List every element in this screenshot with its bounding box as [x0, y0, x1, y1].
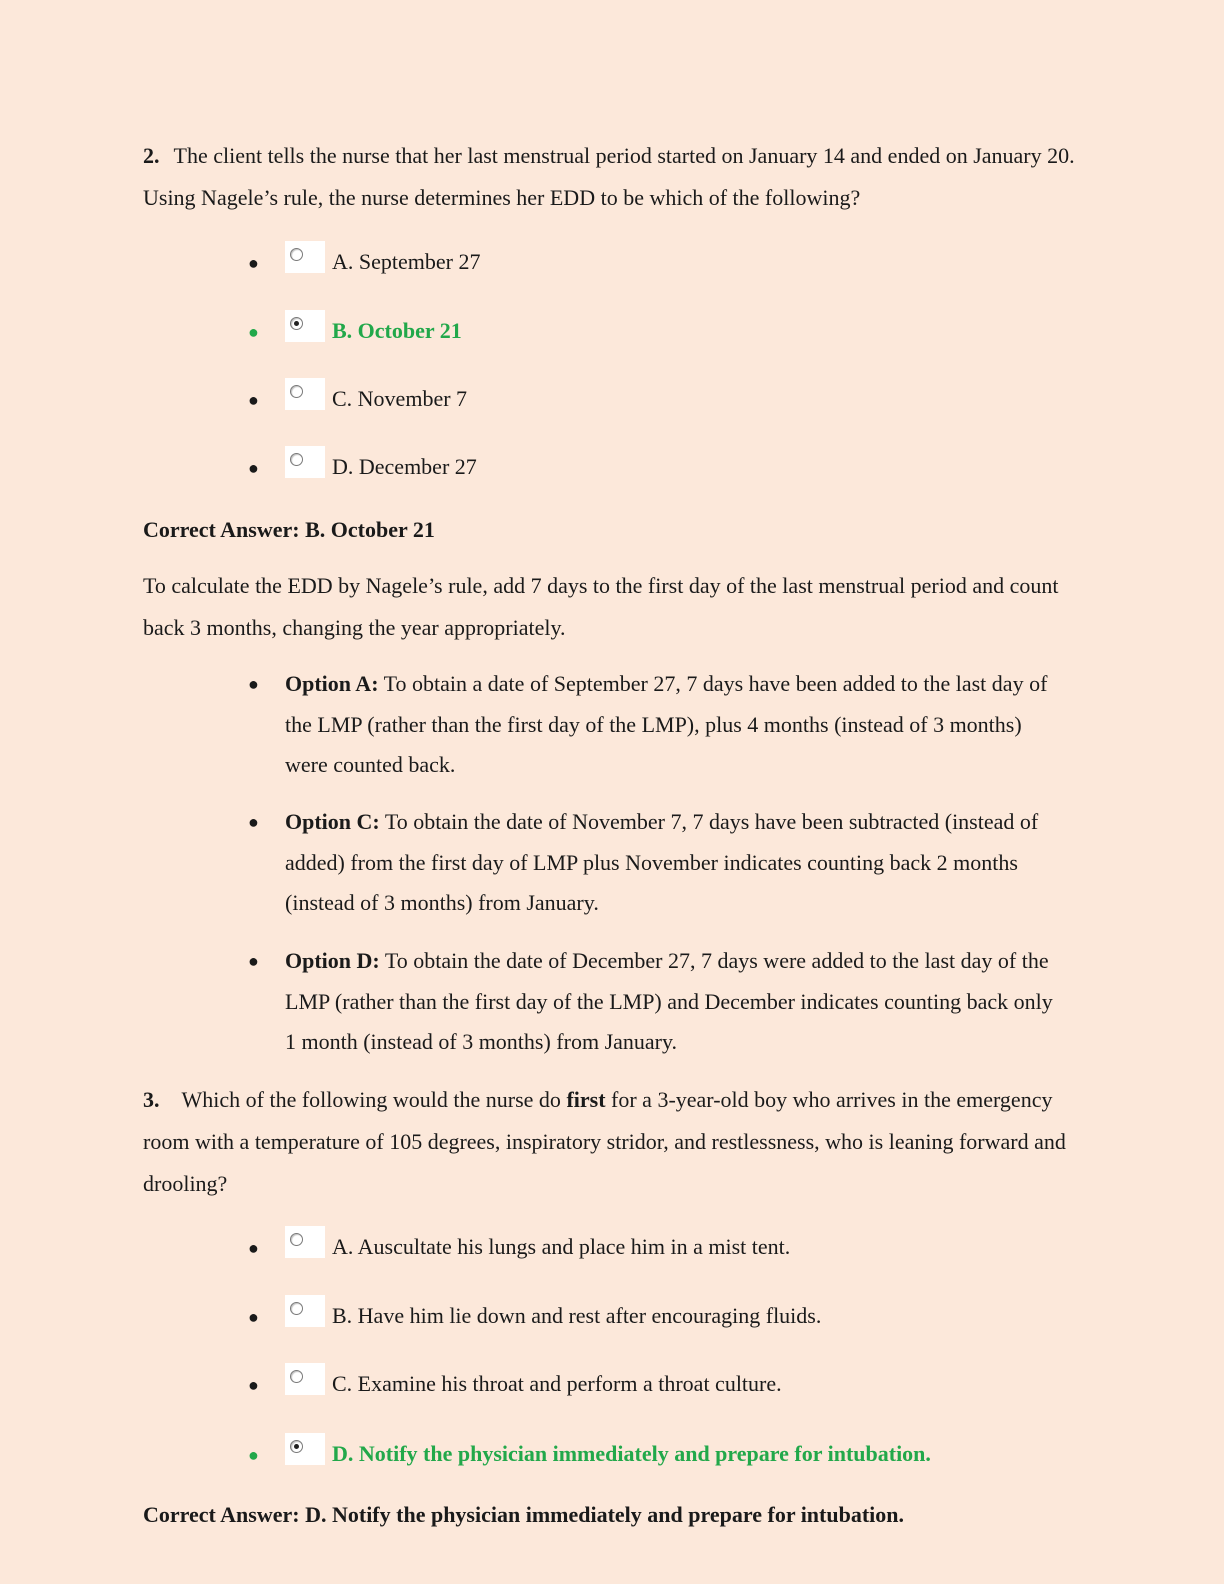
- radio-button[interactable]: [290, 248, 303, 261]
- correct-answer-label: Correct Answer:: [143, 1502, 300, 1527]
- explanation-text: To obtain the date of December 27, 7 days were added to the last day of the LMP (rather than the first day of the LMP) and December indicates counting back only 1 month (instead of 3 months) from January.: [285, 948, 1053, 1054]
- q2-explanation-d: [248, 941, 1068, 1063]
- q2-correct-answer: [143, 509, 1083, 551]
- q2-option-c[interactable]: [248, 378, 1148, 414]
- bullet-icon: ●: [248, 951, 259, 971]
- question-number: 3.: [143, 1087, 160, 1112]
- option-label: B. Have him lie down and rest after encouraging fluids.: [332, 1303, 822, 1328]
- question-text-start: Which of the following would the nurse do: [181, 1087, 561, 1112]
- correct-answer-value: D. Notify the physician immediately and prepare for intubation.: [305, 1502, 905, 1527]
- q3-option-a[interactable]: [248, 1226, 1148, 1262]
- q2-option-d[interactable]: [248, 446, 1148, 482]
- q2-option-a[interactable]: [248, 241, 1148, 277]
- radio-button[interactable]: [290, 453, 303, 466]
- bullet-icon: ●: [248, 458, 259, 478]
- explanation-text: To obtain the date of November 7, 7 days have been subtracted (instead of added) from the first day of LMP plus November indicates counting back 2 months (instead of 3 months) from January.: [285, 809, 1039, 915]
- question-2: [143, 135, 1083, 219]
- radio-container[interactable]: [285, 1226, 325, 1258]
- radio-button[interactable]: [290, 385, 303, 398]
- q3-option-b[interactable]: [248, 1295, 1148, 1331]
- q3-option-c[interactable]: [248, 1363, 1148, 1399]
- option-label: C. Examine his throat and perform a throat culture.: [332, 1371, 782, 1396]
- radio-button[interactable]: [290, 1370, 303, 1383]
- bullet-icon: ●: [248, 390, 259, 410]
- q2-explanation-c: [248, 802, 1068, 924]
- bullet-icon: ●: [248, 812, 259, 832]
- q2-explanation-a: [248, 664, 1068, 786]
- q2-rationale: To calculate the EDD by Nagele’s rule, add 7 days to the first day of the last menstrual period and count back 3 months, changing the year appropriately.: [143, 573, 1059, 640]
- question-emphasis: first: [566, 1087, 606, 1112]
- radio-container[interactable]: [285, 241, 325, 273]
- bullet-icon: ●: [248, 1375, 259, 1395]
- question-text-end: for a 3-year-old boy who arrives in the emergency room with a temperature of 105 degrees, inspiratory stridor, and restlessness, who is leaning forward and drooling?: [143, 1087, 1066, 1196]
- option-label: A. Auscultate his lungs and place him in a mist tent.: [332, 1234, 791, 1259]
- option-label: A. September 27: [332, 249, 481, 274]
- q3-option-d[interactable]: [248, 1433, 1148, 1469]
- radio-container[interactable]: [285, 1433, 325, 1465]
- radio-button-selected[interactable]: [290, 1440, 303, 1453]
- radio-container[interactable]: [285, 446, 325, 478]
- option-label: D. Notify the physician immediately and prepare for intubation.: [332, 1441, 931, 1466]
- q2-option-b[interactable]: [248, 310, 1148, 346]
- bullet-icon: ●: [248, 1238, 259, 1258]
- bullet-icon: ●: [248, 253, 259, 273]
- radio-button[interactable]: [290, 1302, 303, 1315]
- option-label: B. October 21: [332, 318, 462, 343]
- radio-container[interactable]: [285, 1363, 325, 1395]
- option-label: D. December 27: [332, 454, 477, 479]
- bullet-icon: ●: [248, 1307, 259, 1327]
- radio-container[interactable]: [285, 310, 325, 342]
- bullet-icon: ●: [248, 1445, 259, 1465]
- bullet-icon: ●: [248, 674, 259, 694]
- radio-button[interactable]: [290, 1233, 303, 1246]
- correct-answer-value: B. October 21: [305, 517, 435, 542]
- radio-container[interactable]: [285, 1295, 325, 1327]
- explanation-text: To obtain a date of September 27, 7 days have been added to the last day of the LMP (rather than the first day of the LMP), plus 4 months (instead of 3 months) were counted back.: [285, 671, 1048, 777]
- explanation-head: Option D:: [285, 948, 380, 973]
- question-3: [143, 1079, 1083, 1205]
- radio-container[interactable]: [285, 378, 325, 410]
- question-text: The client tells the nurse that her last menstrual period started on January 14 and ended on January 20. Using Nagele’s rule, the nurse determines her EDD to be which of the following?: [143, 143, 1075, 210]
- explanation-head: Option A:: [285, 671, 379, 696]
- bullet-icon: ●: [248, 322, 259, 342]
- radio-button-selected[interactable]: [290, 317, 303, 330]
- correct-answer-label: Correct Answer:: [143, 517, 300, 542]
- q3-correct-answer: [143, 1494, 1083, 1536]
- option-label: C. November 7: [332, 386, 468, 411]
- question-number: 2.: [143, 143, 160, 168]
- explanation-head: Option C:: [285, 809, 380, 834]
